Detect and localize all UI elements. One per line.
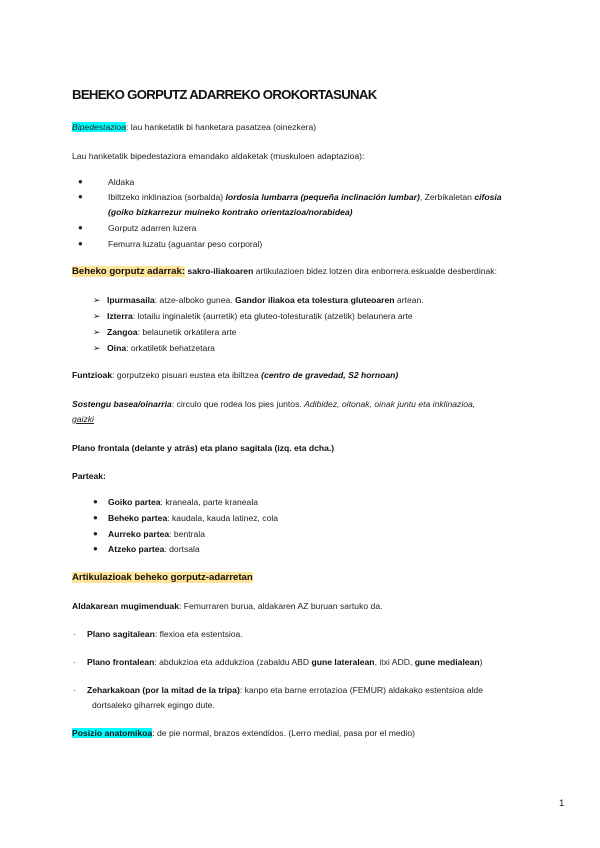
bullet-icon: ● [93,529,98,538]
funtzioak-paragraph: Funtzioak: gorputzeko pisuari eustea eta ibiltzea (centro de gravedad, S2 hornoan) [72,370,399,380]
aldaketak-intro: Lau hanketatik bipedestaziora emandako aldaketak (muskuloen adaptazioa): [72,151,365,161]
arrow-icon: ➢ [93,311,101,321]
list-item: · Zeharkakoan (por la mitad de la tripa): kanpo eta barne errotazioa (FEMUR) aldakako estentsioa alde [73,685,483,695]
planoak-paragraph: Plano frontala (delante y atrás) eta plano sagitala (izq. eta dcha.) [72,443,335,453]
list-item: ➢ Izterra: lotailu inginaletik (aurretik) eta gluteo-tolesturatik (atzetik) belaunera arte [93,311,413,321]
arrow-icon: ➢ [93,295,101,305]
parteak-heading: Parteak: [72,471,106,481]
sostengu-continuation: gaizki [72,414,94,424]
arrow-icon: ➢ [93,343,101,353]
list-item: ● Gorputz adarren luzera [78,223,197,233]
bullet-icon: ● [78,239,83,248]
list-item-continuation: dortsaleko giharrek egingo dute. [92,700,215,710]
list-item: ● Femurra luzatu (aguantar peso corporal) [78,239,263,249]
dash-marker: · [73,657,76,667]
aldaka-paragraph: Aldakarean mugimenduak: Femurraren burua, aldakaren AZ buruan sartuko da. [72,601,383,611]
dash-marker: · [73,685,76,695]
page-title: BEHEKO GORPUTZ ADARREKO OROKORTASUNAK [72,87,377,102]
list-item: ● Beheko partea: kaudala, kauda latinez, cola [93,513,279,523]
dash-marker: · [73,629,76,639]
list-item: ➢ Oina: orkatiletik behatzetara [93,343,215,353]
list-item: ➢ Ipurmasaila: atze-alboko gunea. Gandor iliakoa eta tolestura gluteoaren artean. [93,295,424,305]
artikulazioak-heading: Artikulazioak beheko gorputz-adarretan [72,572,253,583]
list-item: ➢ Zangoa: belaunetik orkatilera arte [93,327,237,337]
adarrak-heading: Beheko gorputz adarrak: [72,266,186,277]
adarrak-paragraph: Beheko gorputz adarrak: sakro-iliakoaren artikulazioen bidez lotzen dira enborrera.eskualde desberdinak: [72,266,497,277]
bullet-icon: ● [78,223,83,232]
bipedestazioa-paragraph [72,121,560,133]
list-item: ● Aurreko partea: bentrala [93,529,205,539]
arrow-icon: ➢ [93,327,101,337]
list-item: ● Ibiltzeko inklinazioa (sorbalda) lordosia lumbarra (pequeña inclinación lumbar), Zerbikaletan cifosia [78,192,502,202]
bullet-icon: ● [93,513,98,522]
list-item: · Plano sagitalean: flexioa eta estentsioa. [73,629,243,639]
bullet-icon: ● [78,192,83,201]
list-item: ● Atzeko partea: dortsala [93,544,200,554]
bipedestazioa-term: Bipedestazioa [72,122,126,132]
list-item: · Plano frontalean: abdukzioa eta addukzioa (zabaldu ABD gune lateralean, itxi ADD, gune medialean) [73,657,483,667]
list-item: ● Aldaka [78,177,135,187]
list-item: ● Goiko partea: kraneala, parte kraneala [93,497,259,507]
bullet-icon: ● [93,544,98,553]
posizio-paragraph: Posizio anatomikoa: de pie normal, brazos extendidos. (Lerro medial, pasa por el medio) [72,728,415,738]
sostengu-paragraph: Sostengu basea/oinarria: circulo que rodea los pies juntos. Adibidez, oitonak, oinak juntu eta inklinazioa, [72,399,476,409]
page-number: 1 [559,798,565,809]
list-item-continuation: (goiko bizkarrezur muineko kontrako orientazioa/norabidea) [108,207,353,217]
bipedestazioa-text: : lau hanketatik bi hanketara pasatzea (oinezkera) [126,122,317,132]
bullet-icon: ● [93,497,98,506]
bullet-icon: ● [78,177,83,186]
